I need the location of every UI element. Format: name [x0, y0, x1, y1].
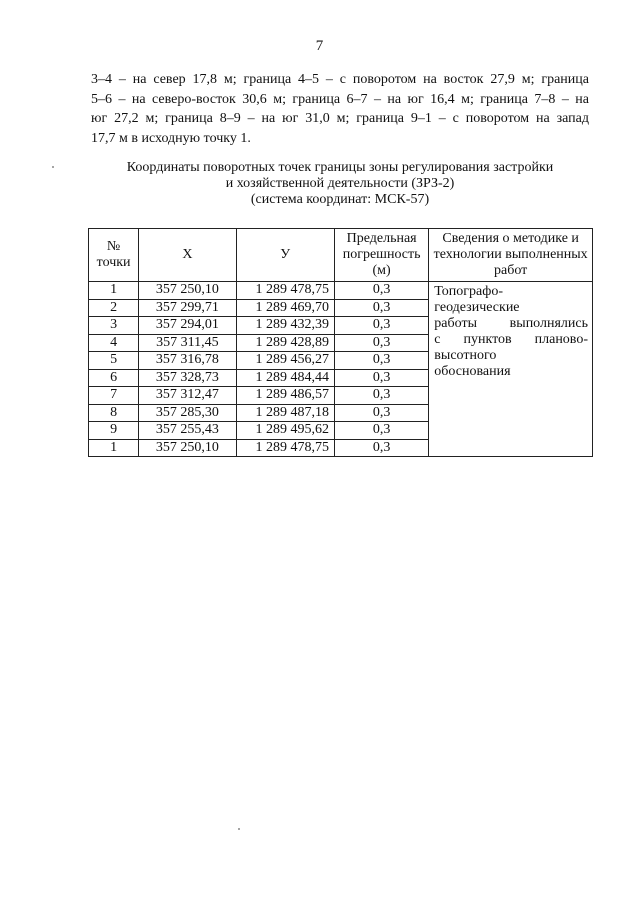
- table-row: [89, 282, 593, 300]
- point-number-cell: 3: [89, 317, 139, 335]
- point-number-cell: 4: [89, 334, 139, 352]
- intro-paragraph: [91, 70, 589, 148]
- x-coordinate-cell: 357 311,45: [139, 334, 236, 352]
- caption-line: (система координат: МСК-57): [250, 192, 430, 207]
- y-coordinate-cell: 1 289 456,27: [236, 352, 334, 370]
- point-number-cell: 1: [89, 282, 139, 300]
- coordinates-table: [88, 228, 593, 457]
- x-coordinate-cell: 357 285,30: [139, 404, 236, 422]
- header-point-number: № точки: [89, 229, 139, 282]
- x-coordinate-cell: 357 312,47: [139, 387, 236, 405]
- point-number-cell: 1: [89, 439, 139, 457]
- y-coordinate-cell: 1 289 469,70: [236, 299, 334, 317]
- scan-speck: [52, 166, 54, 168]
- header-y: У: [236, 229, 334, 282]
- error-cell: 0,3: [334, 317, 428, 335]
- point-number-cell: 5: [89, 352, 139, 370]
- methodology-info-line: высотного: [434, 348, 497, 363]
- error-cell: 0,3: [334, 334, 428, 352]
- intro-line: юг 27,2 м; граница 8–9 – на юг 31,0 м; граница 9–1 – с поворотом на запад: [91, 111, 589, 126]
- header-error: Предельная погрешность (м): [334, 229, 428, 282]
- y-coordinate-cell: 1 289 487,18: [236, 404, 334, 422]
- y-coordinate-cell: 1 289 428,89: [236, 334, 334, 352]
- error-cell: 0,3: [334, 369, 428, 387]
- intro-line: 5–6 – на северо-восток 30,6 м; граница 6–7 – на юг 16,4 м; граница 7–8 – на: [91, 91, 589, 107]
- point-number-cell: 2: [89, 299, 139, 317]
- table-header-row: [89, 229, 593, 282]
- page-number: 7: [315, 38, 324, 54]
- point-number-cell: 8: [89, 404, 139, 422]
- error-cell: 0,3: [334, 352, 428, 370]
- scan-speck: [238, 828, 240, 830]
- methodology-info-line: Топографо-: [434, 284, 503, 299]
- caption-line: и хозяйственной деятельности (ЗРЗ-2): [225, 176, 455, 191]
- point-number-cell: 7: [89, 387, 139, 405]
- x-coordinate-cell: 357 255,43: [139, 422, 236, 440]
- header-info: Сведения о методике и технологии выполненных работ: [429, 229, 593, 282]
- x-coordinate-cell: 357 328,73: [139, 369, 236, 387]
- error-cell: 0,3: [334, 387, 428, 405]
- intro-line: 17,7 м в исходную точку 1.: [91, 130, 251, 146]
- y-coordinate-cell: 1 289 495,62: [236, 422, 334, 440]
- point-number-cell: 9: [89, 422, 139, 440]
- table-body: [89, 282, 593, 457]
- methodology-info-line: работы выполнялись: [434, 316, 588, 331]
- intro-line: 3–4 – на север 17,8 м; граница 4–5 – с поворотом на восток 27,9 м; граница: [91, 72, 589, 87]
- y-coordinate-cell: 1 289 432,39: [236, 317, 334, 335]
- methodology-info-line: геодезические: [434, 300, 520, 315]
- table-caption: [60, 160, 620, 208]
- methodology-info-line: с пунктов планово-: [434, 332, 588, 347]
- x-coordinate-cell: 357 250,10: [139, 439, 236, 457]
- y-coordinate-cell: 1 289 484,44: [236, 369, 334, 387]
- x-coordinate-cell: 357 250,10: [139, 282, 236, 300]
- error-cell: 0,3: [334, 439, 428, 457]
- y-coordinate-cell: 1 289 478,75: [236, 439, 334, 457]
- methodology-info-line: обоснования: [434, 364, 511, 379]
- error-cell: 0,3: [334, 282, 428, 300]
- caption-line: Координаты поворотных точек границы зоны регулирования застройки: [126, 160, 554, 175]
- error-cell: 0,3: [334, 299, 428, 317]
- error-cell: 0,3: [334, 422, 428, 440]
- x-coordinate-cell: 357 294,01: [139, 317, 236, 335]
- x-coordinate-cell: 357 299,71: [139, 299, 236, 317]
- error-cell: 0,3: [334, 404, 428, 422]
- y-coordinate-cell: 1 289 486,57: [236, 387, 334, 405]
- point-number-cell: 6: [89, 369, 139, 387]
- y-coordinate-cell: 1 289 478,75: [236, 282, 334, 300]
- methodology-info-cell: [429, 282, 593, 457]
- x-coordinate-cell: 357 316,78: [139, 352, 236, 370]
- header-x: X: [139, 229, 236, 282]
